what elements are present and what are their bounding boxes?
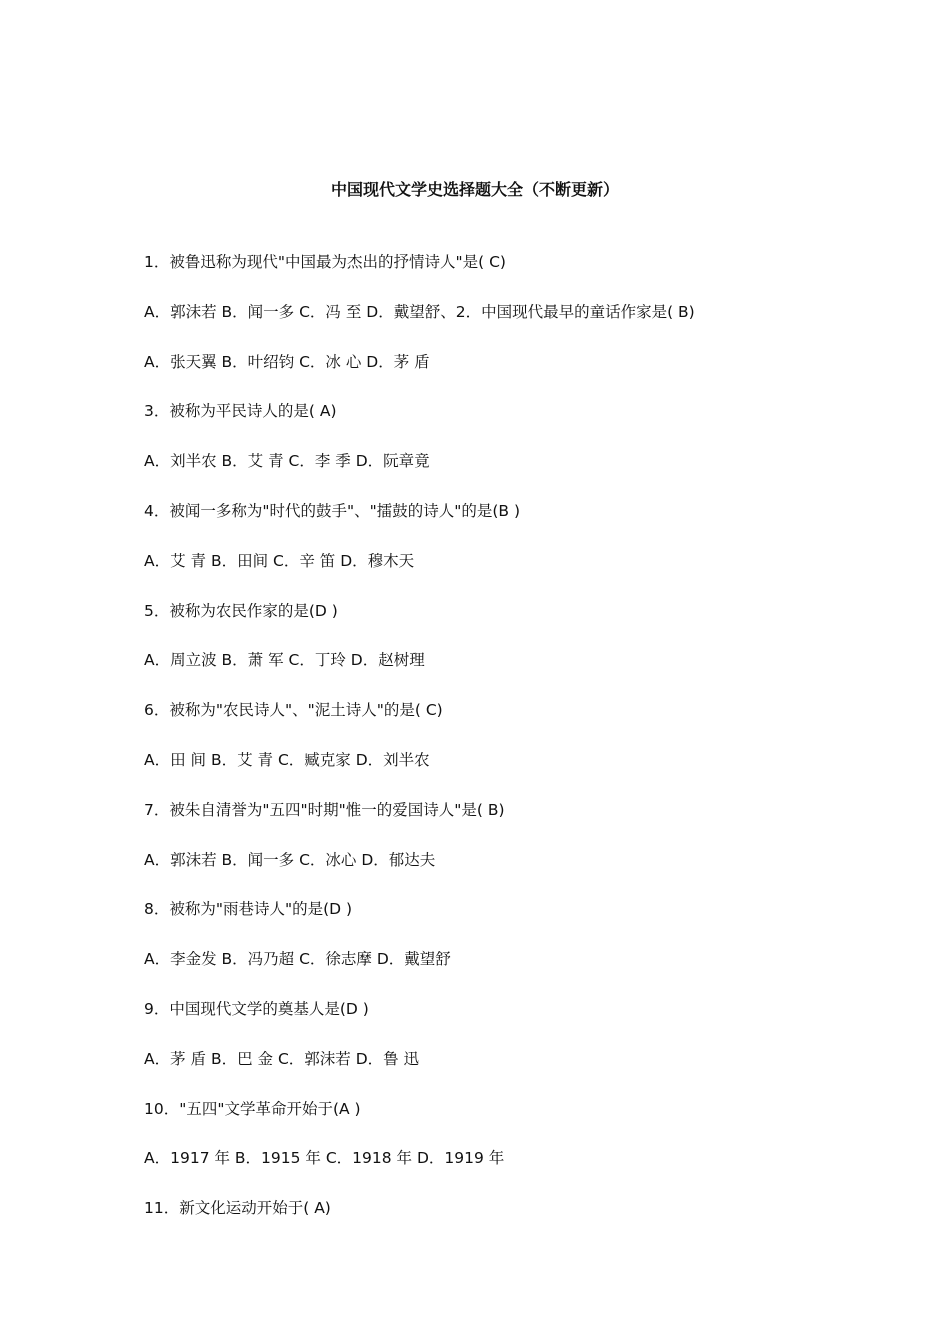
question-list	[144, 250, 924, 1246]
question-line: 1．被鲁迅称为现代"中国最为杰出的抒情诗人"是( C)	[144, 253, 506, 271]
question-line: 5．被称为农民作家的是(D )	[144, 601, 338, 620]
question-line: 8．被称为"雨巷诗人"的是(D )	[144, 900, 353, 919]
options-line: A．李金发 B．冯乃超 C．徐志摩 D．戴望舒	[144, 950, 451, 969]
document-title: 中国现代文学史选择题大全（不断更新）	[330, 180, 619, 199]
options-line: A．周立波 B．萧 军 C．丁玲 D．赵树理	[144, 651, 425, 670]
question-line: 10．"五四"文学革命开始于(A )	[144, 1099, 361, 1118]
options-line: A．郭沫若 B．闻一多 C．冰心 D．郁达夫	[144, 850, 436, 869]
question-line: 7．被朱自清誉为"五四"时期"惟一的爱国诗人"是( B)	[144, 800, 505, 819]
options-line: A．田 间 B．艾 青 C．臧克家 D．刘半农	[144, 750, 430, 769]
options-line: A．刘半农 B．艾 青 C．李 季 D．阮章竟	[144, 452, 430, 471]
options-line: A．郭沫若 B．闻一多 C．冯 至 D．戴望舒、2．中国现代最早的童话作家是( B)	[144, 302, 695, 321]
question-line: 11．新文化运动开始于( A)	[144, 1199, 331, 1218]
options-line: A．茅 盾 B．巴 金 C．郭沫若 D．鲁 迅	[144, 1049, 420, 1068]
question-line: 6．被称为"农民诗人"、"泥土诗人"的是( C)	[144, 701, 443, 720]
question-line: 9．中国现代文学的奠基人是(D )	[144, 999, 369, 1018]
options-line: A．1917 年 B．1915 年 C．1918 年 D．1919 年	[144, 1149, 505, 1168]
question-line: 4．被闻一多称为"时代的鼓手"、"擂鼓的诗人"的是(B )	[144, 501, 521, 520]
options-line: A．艾 青 B．田间 C．辛 笛 D．穆木天	[144, 551, 415, 570]
options-line: A．张天翼 B．叶绍钧 C．冰 心 D．茅 盾	[144, 352, 430, 371]
question-line: 3．被称为平民诗人的是( A)	[144, 402, 337, 421]
